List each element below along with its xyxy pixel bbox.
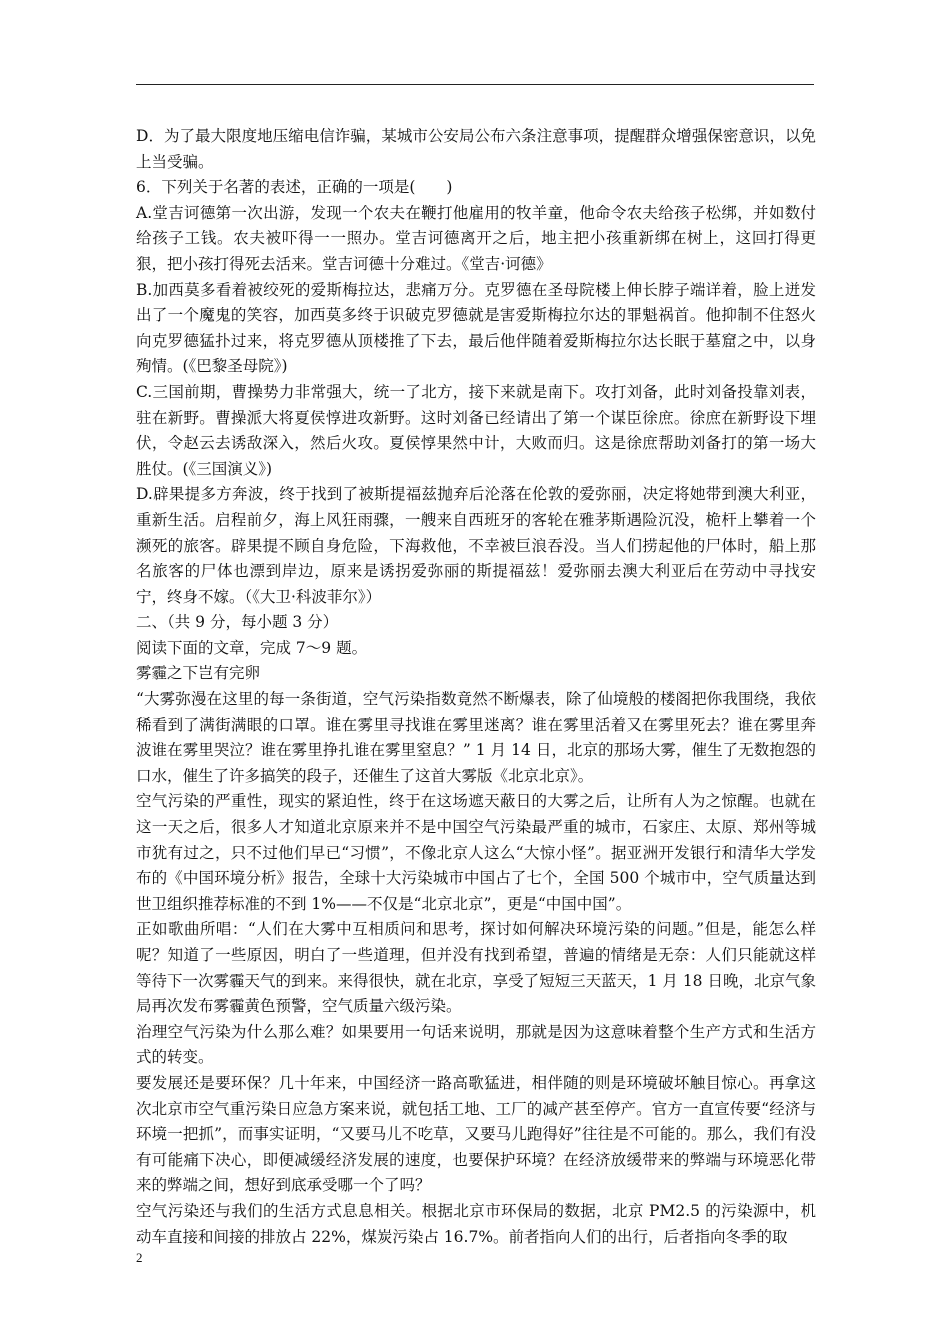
article-paragraph: 要发展还是要环保？几十年来，中国经济一路高歌猛进，相伴随的则是环境破坏触目惊心。再拿这次北京市空气重污染日应急方案来说，就包括工地、工厂的减产甚至停产。官方一直宣传要“经济与环境一把抓”，而事实证明，“又要马儿不吃草，又要马儿跑得好”往往是不可能的。那么，我们有没有可能痛下决心，即便减缓经济发展的速度，也要保护环境？在经济放缓带来的弊端与环境恶化带来的弊端之间，想好到底承受哪一个了吗？ [136, 1073, 816, 1195]
page-body [136, 124, 816, 1250]
question-6-option-a: A.堂吉诃德第一次出游，发现一个农夫在鞭打他雇用的牧羊童，他命令农夫给孩子松绑，并如数付给孩子工钱。农夫被吓得一一照办。堂吉诃德离开之后，地主把小孩重新绑在树上，这回打得更狠，把小孩打得死去活来。堂吉诃德十分难过。《堂吉·诃德》 [136, 203, 816, 273]
article-paragraph: 治理空气污染为什么那么难？如果要用一句话来说明，那就是因为这意味着整个生产方式和生活方式的转变。 [136, 1022, 816, 1067]
article-paragraph: 空气污染还与我们的生活方式息息相关。根据北京市环保局的数据，北京 PM2.5 的污染源中，机动车直接和间接的排放占 22%，煤炭污染占 16.7%。前者指向人们的出行，后者指向冬季的取 [136, 1201, 816, 1246]
section-two-heading: 二、（共 9 分，每小题 3 分） [136, 613, 339, 632]
reading-instruction: 阅读下面的文章，完成 7～9 题。 [136, 638, 368, 657]
question-6-option-b: B.加西莫多看着被绞死的爱斯梅拉达，悲痛万分。克罗德在圣母院楼上伸长脖子端详着，脸上迸发出了一个魔鬼的笑容，加西莫多终于识破克罗德就是害爱斯梅拉尔达的罪魁祸首。他抑制不住怒火向克罗德猛扑过来，将克罗德从顶楼推了下去，最后他伴随着爱斯梅拉尔达长眠于墓窟之中，以身殉情。(《巴黎圣母院》) [136, 280, 816, 376]
article-paragraph: “大雾弥漫在这里的每一条街道，空气污染指数竟然不断爆表，除了仙境般的楼阁把你我围绕，我依稀看到了满街满眼的口罩。谁在雾里寻找谁在雾里迷离？谁在雾里活着又在雾里死去？谁在雾里奔波谁在雾里哭泣？谁在雾里挣扎谁在雾里窒息？” 1 月 14 日，北京的那场大雾，催生了无数抱怨的口水，催生了许多搞笑的段子，还催生了这首大雾版《北京北京》。 [136, 690, 816, 785]
question-6-option-c: C.三国前期，曹操势力非常强大，统一了北方，接下来就是南下。攻打刘备，此时刘备投靠刘表，驻在新野。曹操派大将夏侯惇进攻新野。这时刘备已经请出了第一个谋臣徐庶。徐庶在新野设下埋伏，令赵云去诱敌深入，然后火攻。夏侯惇果然中计，大败而归。这是徐庶帮助刘备打的第一场大胜仗。(《三国演义》) [136, 382, 816, 478]
header-rule [136, 84, 814, 85]
page-number: 2 [136, 1250, 143, 1265]
option-d-paragraph: D．为了最大限度地压缩电信诈骗，某城市公安局公布六条注意事项，提醒群众增强保密意识，以免上当受骗。 [136, 127, 816, 171]
article-title: 雾霾之下岂有完卵 [136, 664, 261, 683]
question-6-stem: 6．下列关于名著的表述，正确的一项是( ) [136, 178, 453, 197]
question-6-option-d: D.辟果提多方奔波，终于找到了被斯提福兹抛弃后沦落在伦敦的爱弥丽，决定将她带到澳大利亚，重新生活。启程前夕，海上风狂雨骤，一艘来自西班牙的客轮在雅茅斯遇险沉没，桅杆上攀着一个濒死的旅客。辟果提不顾自身危险，下海救他，不幸被巨浪吞没。当人们捞起他的尸体时，船上那名旅客的尸体也漂到岸边，原来是诱拐爱弥丽的斯提福兹！爱弥丽去澳大利亚后在劳动中寻找安宁，终身不嫁。（《大卫·科波菲尔》） [136, 485, 816, 606]
article-paragraph: 正如歌曲所唱：“人们在大雾中互相质问和思考，探讨如何解决环境污染的问题。”但是，能怎么样呢？知道了一些原因，明白了一些道理，但并没有找到希望，普遍的情绪是无奈：人们只能就这样等待下一次雾霾天气的到来。来得很快，就在北京，享受了短短三天蓝天，1 月 18 日晚，北京气象局再次发布雾霾黄色预警，空气质量六级污染。 [136, 920, 816, 1016]
article-paragraph: 空气污染的严重性，现实的紧迫性，终于在这场遮天蔽日的大雾之后，让所有人为之惊醒。也就在这一天之后，很多人才知道北京原来并不是中国空气污染最严重的城市，石家庄、太原、郑州等城市犹有过之，只不过他们早已“习惯”，不像北京人这么“大惊小怪”。据亚洲开发银行和清华大学发布的《中国环境分析》报告，全球十大污染城市中国占了七个，全国 500 个城市中，空气质量达到世卫组织推荐标准的不到 1%——不仅是“北京北京”，更是“中国中国”。 [136, 792, 816, 913]
